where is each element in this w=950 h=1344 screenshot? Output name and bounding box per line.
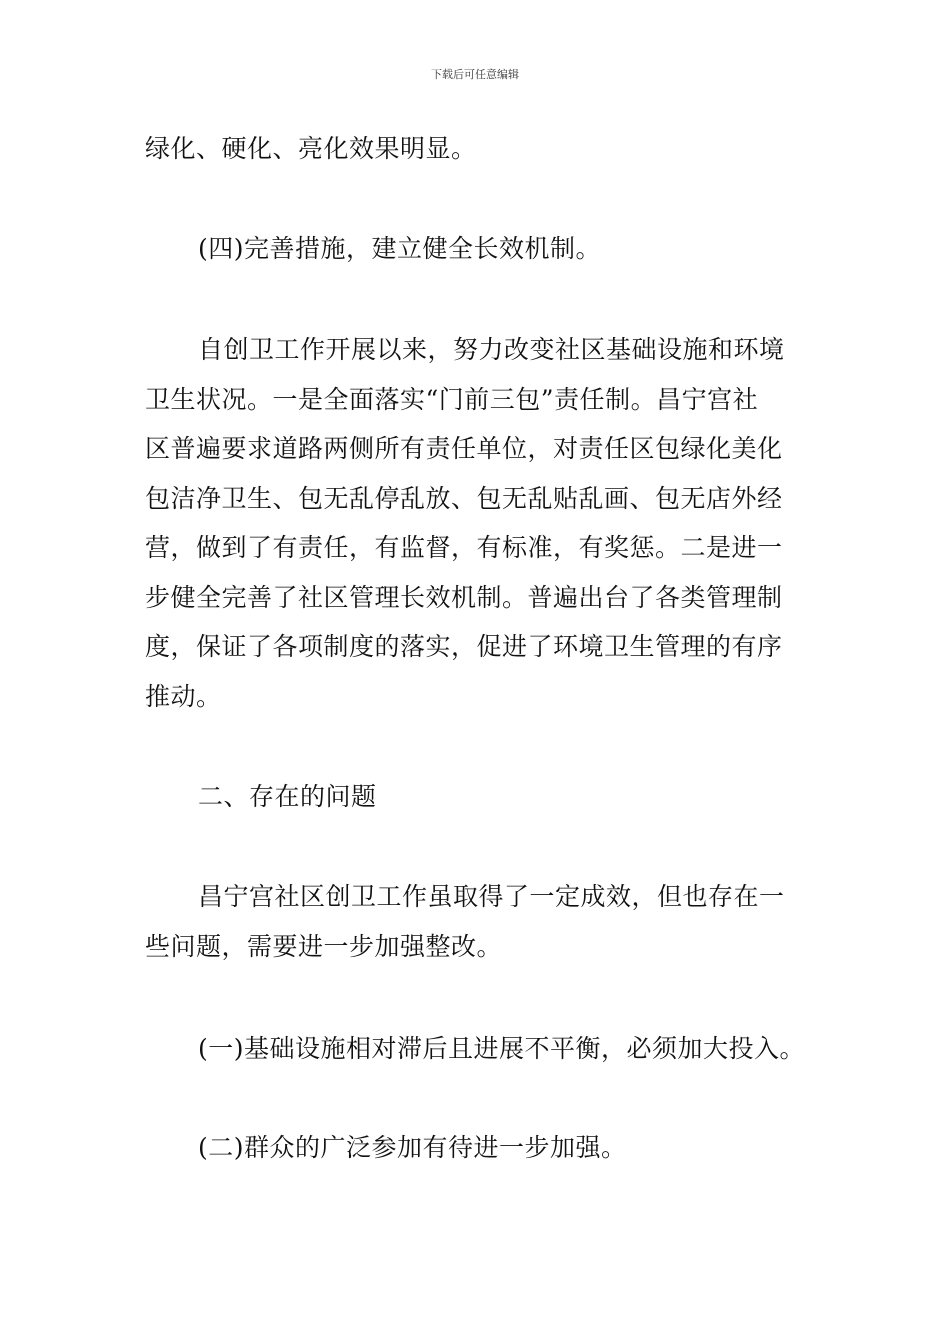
paragraph-problems-intro [145,872,810,971]
paragraph-line: 度，保证了各项制度的落实，促进了环境卫生管理的有序 [145,632,783,661]
paragraph-greening-result: 绿化、硬化、亮化效果明显。 [145,134,477,163]
paragraph-line: 些问题，需要进一步加强整改。 [145,931,503,961]
paragraph-line: 营，做到了有责任，有监督，有标准，有奖惩。二是进一 [145,533,783,562]
paragraph-line: 包洁净卫生、包无乱停乱放、包无乱贴乱画、包无店外经 [145,483,783,513]
problem-item-one: (一)基础设施相对滞后且进展不平衡，必须加大投入。 [198,1034,806,1063]
paragraph-line: 步健全完善了社区管理长效机制。普遍出台了各类管理制 [145,582,783,612]
section-heading-problems: 二、存在的问题 [198,782,377,811]
paragraph-measures [145,325,810,721]
paragraph-line: 昌宁宫社区创卫工作虽取得了一定成效，但也存在一 [198,882,785,911]
paragraph-line: 区普遍要求道路两侧所有责任单位，对责任区包绿化美化 [145,434,783,463]
section-heading-four: (四)完善措施，建立健全长效机制。 [198,234,602,263]
header-note: 下载后可任意编辑 [431,68,519,81]
paragraph-line: 推动。 [145,681,222,711]
problem-item-two: (二)群众的广泛参加有待进一步加强。 [198,1133,627,1162]
paragraph-line: 自创卫工作开展以来，努力改变社区基础设施和环境 [198,335,785,364]
paragraph-line: 卫生状况。一是全面落实“门前三包”责任制。昌宁宫社 [145,384,759,414]
